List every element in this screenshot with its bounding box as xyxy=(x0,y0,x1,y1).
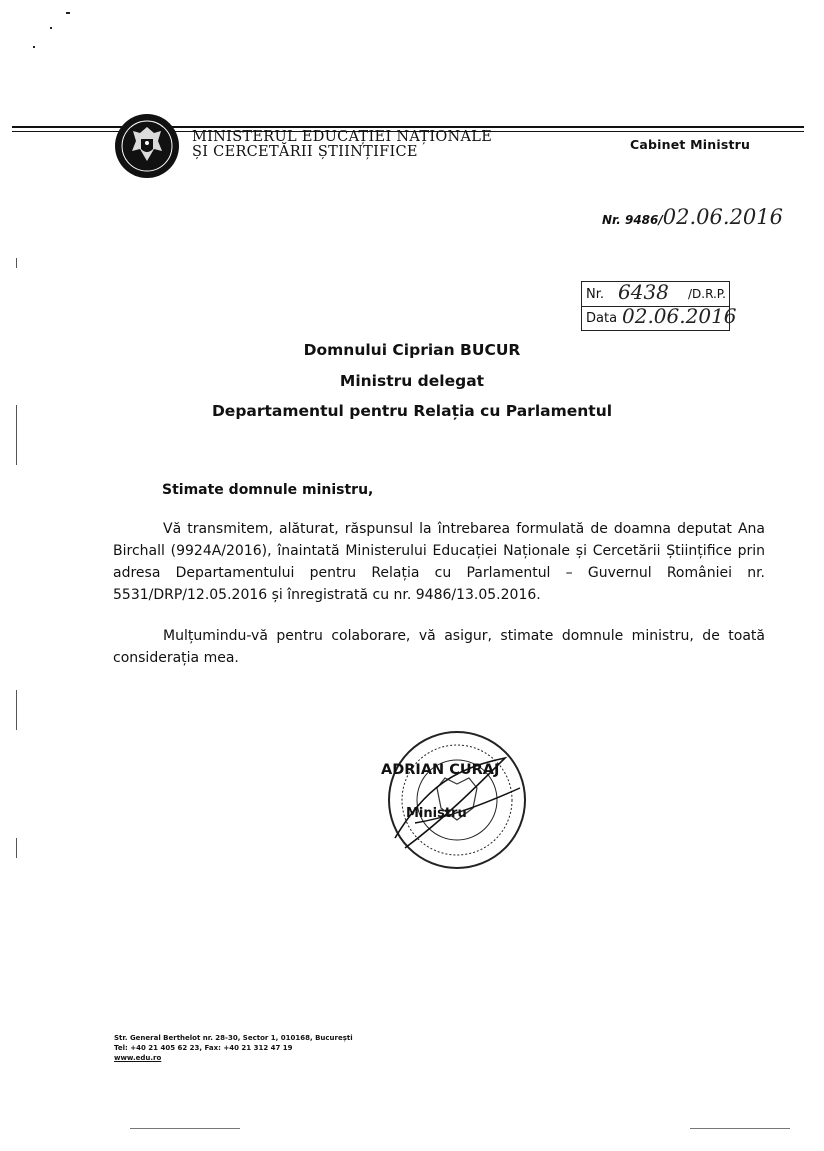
ministry-name xyxy=(192,130,492,160)
signatory-title: Ministru xyxy=(406,806,467,821)
addressee-name: Domnului Ciprian BUCUR xyxy=(303,341,521,359)
stamp-nr-label: Nr. xyxy=(586,287,605,302)
signatory-name: ADRIAN CURAJ xyxy=(381,762,500,778)
stamp-nr-suffix: /D.R.P. xyxy=(687,287,726,301)
registration-handwritten-date: 02.06.2016 xyxy=(662,205,784,229)
scan-edge-mark xyxy=(130,1128,240,1129)
registration-prefix: Nr. 9486/ xyxy=(602,213,663,227)
footer-website-link[interactable]: www.edu.ro xyxy=(114,1054,162,1062)
scan-edge-mark xyxy=(16,838,17,858)
ministry-name-line1: MINISTERUL EDUCAȚIEI NAȚIONALE xyxy=(192,129,493,145)
cabinet-label: Cabinet Ministru xyxy=(630,137,751,152)
addressee-department: Departamentul pentru Relația cu Parlamentul xyxy=(211,402,613,420)
body-paragraph: Vă transmitem, alăturat, răspunsul la întrebarea formulată de doamna deputat Ana Birchall (9924A/2016), înaintată Ministerului Educației Naționale și Cercetării Științifice prin adresa Departamentului pentru Relația cu Parlamentul – Guvernul României nr. 5531/DRP/12.05.2016 și înregistrată cu nr. 9486/13.05.2016. xyxy=(113,521,765,603)
footer-address: Str. General Berthelot nr. 28-30, Sector 1, 010168, București xyxy=(114,1034,353,1042)
ministry-name-line2: ȘI CERCETĂRII ȘTIINȚIFICE xyxy=(192,144,418,160)
scan-edge-mark xyxy=(690,1128,790,1129)
footer-contact xyxy=(114,1033,353,1063)
stamp-date-label: Data xyxy=(586,311,618,326)
coat-of-arms-logo xyxy=(114,113,180,179)
scan-edge-mark xyxy=(16,258,17,268)
scan-speck xyxy=(33,46,35,48)
footer-phone: Tel: +40 21 405 62 23, Fax: +40 21 312 47 19 xyxy=(114,1044,293,1052)
addressee-title: Ministru delegat xyxy=(339,372,485,390)
scan-edge-mark xyxy=(16,690,17,730)
closing-paragraph: Mulțumindu-vă pentru colaborare, vă asigur, stimate domnule ministru, de toată considerația mea. xyxy=(113,628,765,666)
drp-registration-stamp xyxy=(581,280,737,331)
stamp-nr-value: 6438 xyxy=(618,280,669,304)
scan-speck xyxy=(66,12,70,14)
official-seal xyxy=(385,728,530,873)
registration-number xyxy=(602,205,783,229)
stamp-date-value: 02.06.2016 xyxy=(622,304,737,328)
scan-speck xyxy=(50,27,52,29)
salutation: Stimate domnule ministru, xyxy=(162,482,374,498)
